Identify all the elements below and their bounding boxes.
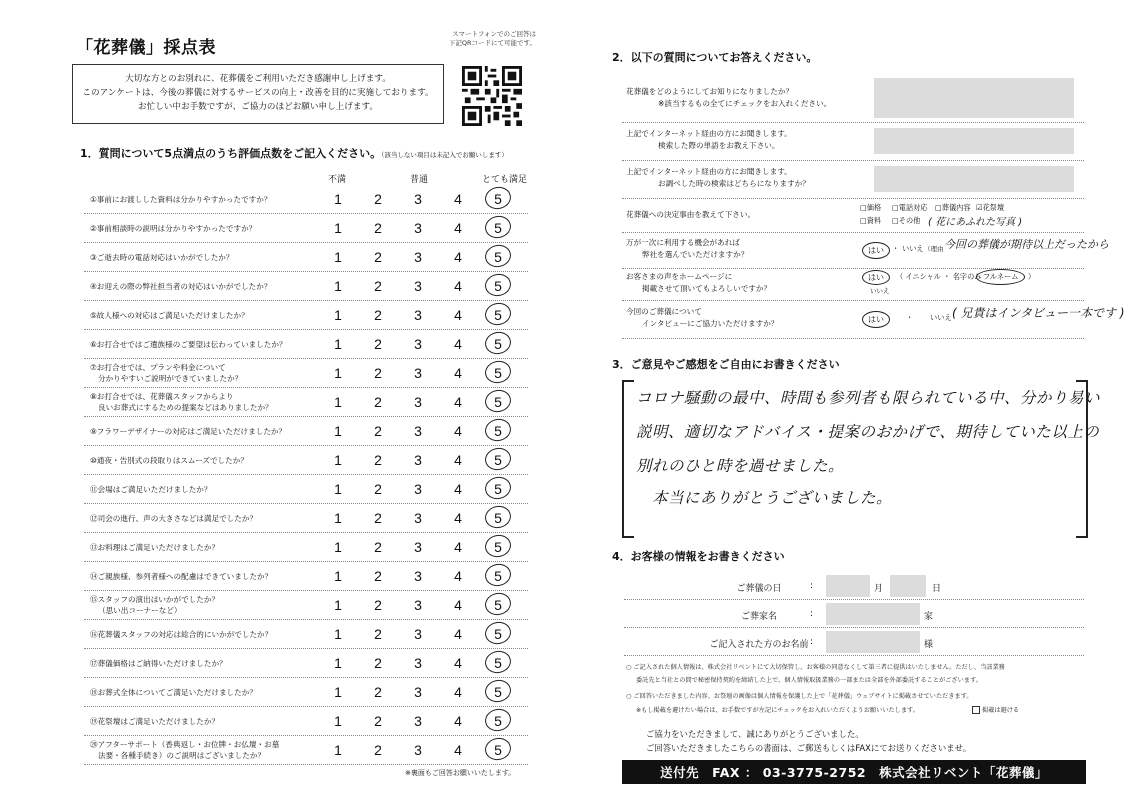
redacted-answer <box>874 166 1074 192</box>
fine-print-line: ※もし掲載を避けたい場合は、お手数ですが左記にチェックをお入れいただくようお願いいたします。 <box>636 707 919 714</box>
question-line: ⑫司会の進行、声の大きさなどは満足でしたか？ <box>90 513 258 523</box>
option-content[interactable]: □葬儀内容 <box>935 203 971 212</box>
score-option-4[interactable]: 4 <box>454 220 462 236</box>
fine-print-line: ○ ご回答いただきました内容、お祭壇の画像は個人情報を保護した上で「花葬儀」ウェブサイトに掲載させていただきます。 <box>626 693 973 700</box>
family-name-label: ご葬家名 <box>740 612 777 622</box>
rating-row <box>84 446 528 475</box>
page-title: 「花葬儀」採点表 <box>76 38 216 58</box>
score-option-3[interactable]: 3 <box>414 191 422 207</box>
colon: : <box>810 609 814 619</box>
question-line: ⑧お打合せでは、花葬儀スタッフからより <box>90 392 234 401</box>
score-option-4[interactable]: 4 <box>454 481 462 497</box>
redacted-day <box>890 575 926 597</box>
score-option-2[interactable]: 2 <box>374 394 382 410</box>
section1-heading: 1．質問について5点満点のうち評価点数をご記入ください。 <box>80 147 382 160</box>
comment-bracket-left <box>622 380 634 538</box>
question-line: ⑯花葬儀スタッフの対応は総合的にいかがでしたか？ <box>90 629 273 639</box>
redacted-answer <box>874 128 1074 154</box>
score-option-4[interactable]: 4 <box>454 423 462 439</box>
question-text <box>90 388 330 416</box>
score-option-2[interactable]: 2 <box>374 626 382 642</box>
selected-score-circle <box>483 214 513 241</box>
option-no[interactable]: いいえ <box>902 244 924 253</box>
scale-label-low: 不満 <box>328 175 347 185</box>
scale-label-mid: 普通 <box>410 175 429 185</box>
option-price[interactable]: □価格 <box>860 203 882 212</box>
question-line: ⑨フラワーデザイナーの対応はご満足いただけましたか？ <box>90 426 287 436</box>
question-line: ⑰葬儀価格はご納得いただけましたか？ <box>90 658 227 668</box>
question-text: 万が一次に利用する機会があれば <box>626 238 740 247</box>
score-option-5[interactable]: 5 <box>494 626 502 642</box>
handwritten-other: ( 花にあふれた写真 ) <box>928 217 1023 228</box>
question-line: ②事前相談時の説明は分かりやすかったですか？ <box>90 223 257 233</box>
score-option-2[interactable]: 2 <box>374 191 382 207</box>
selected-score-circle <box>483 272 513 299</box>
question-text <box>90 707 330 735</box>
colon: : <box>810 581 814 591</box>
question-text <box>90 533 330 561</box>
rating-row <box>84 272 528 301</box>
rating-row <box>84 475 528 504</box>
score-option-1[interactable]: 1 <box>334 568 342 584</box>
question-text: 掲載させて頂いてもよろしいですか？ <box>642 284 772 293</box>
score-option-5[interactable]: 5 <box>494 655 502 671</box>
score-option-1[interactable]: 1 <box>334 336 342 352</box>
checkbox-icon[interactable] <box>972 706 980 714</box>
score-option-2[interactable]: 2 <box>374 307 382 323</box>
redacted-answer <box>874 78 1074 118</box>
question-text: 上記でインターネット経由の方にお聞きします。 <box>626 129 792 138</box>
question-line: ①事前にお渡しした資料は分かりやすかったですか？ <box>90 194 272 204</box>
score-option-4[interactable]: 4 <box>454 713 462 729</box>
score-option-2[interactable]: 2 <box>374 423 382 439</box>
question-text <box>90 214 330 242</box>
score-option-3[interactable]: 3 <box>414 249 422 265</box>
score-option-3[interactable]: 3 <box>414 394 422 410</box>
score-option-2[interactable]: 2 <box>374 742 382 758</box>
selected-score-circle <box>483 504 513 531</box>
score-option-5[interactable]: 5 <box>494 481 502 497</box>
score-option-1[interactable]: 1 <box>334 423 342 439</box>
score-option-1[interactable]: 1 <box>334 307 342 323</box>
month-unit: 月 <box>874 584 884 594</box>
redacted-month <box>826 575 870 597</box>
rating-row <box>84 591 528 620</box>
question-text <box>90 591 330 619</box>
score-option-5[interactable]: 5 <box>494 539 502 555</box>
score-option-5[interactable]: 5 <box>494 713 502 729</box>
score-option-3[interactable]: 3 <box>414 655 422 671</box>
score-option-4[interactable]: 4 <box>454 249 462 265</box>
selected-score-circle <box>483 359 513 386</box>
score-option-5[interactable]: 5 <box>494 742 502 758</box>
question-text <box>90 678 330 706</box>
question-text <box>90 562 330 590</box>
rating-row <box>84 707 528 736</box>
opt-out-checkbox[interactable] <box>972 706 1019 715</box>
handwritten-interview: ( 兄貴はインタビュー一本です ) <box>952 306 1125 320</box>
publish-scope[interactable]: （ イニシャル ・ 名字のみ <box>896 272 982 281</box>
fax-banner: 送付先 FAX ： 03-3775-2752 株式会社リベント「花葬儀」 <box>622 760 1086 784</box>
score-option-4[interactable]: 4 <box>454 394 462 410</box>
question-text: 花葬儀への決定事由を教えて下さい。 <box>626 210 756 219</box>
question-line: （思い出コーナーなど） <box>98 606 182 615</box>
score-option-2[interactable]: 2 <box>374 655 382 671</box>
score-option-5[interactable]: 5 <box>494 510 502 526</box>
selected-score-circle <box>483 533 513 560</box>
score-option-4[interactable]: 4 <box>454 742 462 758</box>
section1-note: （該当しない項目は未記入でお願いします） <box>381 151 508 159</box>
rating-row <box>84 214 528 243</box>
question-line: 法要・各種手続き）のご説明はございましたか？ <box>98 751 266 760</box>
intro-box <box>72 64 444 124</box>
score-option-2[interactable]: 2 <box>374 220 382 236</box>
writer-name-label: ご記入された方のお名前 <box>709 640 809 650</box>
rating-row <box>84 678 528 707</box>
score-option-4[interactable]: 4 <box>454 655 462 671</box>
selected-score-circle <box>483 736 513 763</box>
section2-title: 2．以下の質問についてお答えください。 <box>612 51 818 64</box>
intro-line: お忙しい中お手数ですが、ご協力のほどお願い申し上げます。 <box>138 102 378 112</box>
question-text: お調べした時の検索はどちらになりますか？ <box>658 179 810 188</box>
score-option-5[interactable]: 5 <box>494 249 502 265</box>
redacted-family-name <box>826 603 920 625</box>
qr-note-line: 下記QRコードにて可能です。 <box>448 39 536 47</box>
score-option-5[interactable]: 5 <box>494 191 502 207</box>
family-unit: 家 <box>924 612 934 622</box>
score-option-3[interactable]: 3 <box>414 597 422 613</box>
question-search-word <box>622 122 1084 161</box>
score-option-1[interactable]: 1 <box>334 510 342 526</box>
option-other[interactable]: □その他 <box>892 216 921 225</box>
option-fullname-circled[interactable]: フルネーム <box>976 269 1025 285</box>
score-option-3[interactable]: 3 <box>414 684 422 700</box>
opt-out-label: 掲載は避ける <box>982 707 1020 714</box>
qr-note <box>440 30 536 48</box>
question-text <box>90 243 330 271</box>
score-option-4[interactable]: 4 <box>454 336 462 352</box>
score-option-3[interactable]: 3 <box>414 481 422 497</box>
score-option-2[interactable]: 2 <box>374 713 382 729</box>
funeral-date-label: ご葬儀の日 <box>736 584 782 594</box>
selected-score-circle <box>483 475 513 502</box>
score-option-2[interactable]: 2 <box>374 539 382 555</box>
option-documents[interactable]: □資料 <box>860 216 882 225</box>
option-no[interactable]: いいえ <box>930 313 952 322</box>
family-name-row <box>624 603 1084 628</box>
score-option-5[interactable]: 5 <box>494 365 502 381</box>
question-text <box>90 330 330 358</box>
score-option-2[interactable]: 2 <box>374 568 382 584</box>
colon: : <box>810 637 814 647</box>
rating-row <box>84 562 528 591</box>
score-option-3[interactable]: 3 <box>414 278 422 294</box>
separator: ・ <box>906 313 914 322</box>
question-text: 花葬儀をどのようにしてお知りになりましたか？ <box>626 87 794 96</box>
option-yes-circled[interactable]: はい <box>862 311 890 328</box>
question-text <box>90 736 330 764</box>
selected-score-circle <box>483 620 513 647</box>
rating-row <box>84 301 528 330</box>
score-option-1[interactable]: 1 <box>334 249 342 265</box>
selected-score-circle <box>483 591 513 618</box>
selected-score-circle <box>483 330 513 357</box>
selected-score-circle <box>483 185 513 212</box>
question-text: 検索した際の単語をお教え下さい。 <box>658 141 780 150</box>
score-option-4[interactable]: 4 <box>454 568 462 584</box>
rating-row <box>84 388 528 417</box>
publish-scope-close: ） <box>1028 272 1036 281</box>
question-text <box>90 417 330 445</box>
selected-score-circle <box>483 301 513 328</box>
funeral-date-row <box>624 575 1084 600</box>
question-interview <box>622 300 1125 339</box>
intro-line: 大切な方とのお別れに、花葬儀をご利用いただき感謝申し上げます。 <box>125 74 391 84</box>
score-option-4[interactable]: 4 <box>454 539 462 555</box>
score-option-2[interactable]: 2 <box>374 365 382 381</box>
score-option-1[interactable]: 1 <box>334 597 342 613</box>
comment-line: 説明、適切なアドバイス・提案のおかげで、期待していた以上の <box>636 423 1100 441</box>
option-phone[interactable]: □電話対応 <box>892 203 928 212</box>
score-option-2[interactable]: 2 <box>374 684 382 700</box>
option-yes-circled[interactable]: はい <box>862 242 890 259</box>
score-option-4[interactable]: 4 <box>454 365 462 381</box>
question-line: ⑪会場はご満足いただけましたか？ <box>90 484 212 494</box>
selected-score-circle <box>483 446 513 473</box>
score-option-3[interactable]: 3 <box>414 742 422 758</box>
question-line: ⑲花祭壇はご満足いただけましたか？ <box>90 716 220 726</box>
selected-score-circle <box>483 678 513 705</box>
score-option-2[interactable]: 2 <box>374 597 382 613</box>
rating-row <box>84 504 528 533</box>
question-line: ⑭ご親族様、参列者様への配慮はできていましたか？ <box>90 571 273 581</box>
score-option-3[interactable]: 3 <box>414 452 422 468</box>
score-option-5[interactable]: 5 <box>494 307 502 323</box>
handwritten-reason: 今回の葬儀が期待以上だったから <box>944 238 1109 251</box>
score-option-2[interactable]: 2 <box>374 481 382 497</box>
score-option-2[interactable]: 2 <box>374 510 382 526</box>
day-unit: 日 <box>932 584 942 594</box>
question-line: ⑥お打合せではご遺族様のご要望は伝わっていましたか？ <box>90 339 287 349</box>
question-line: ③ご逝去時の電話対応はいかがでしたか？ <box>90 252 234 262</box>
section4-title: 4．お客様の情報をお書きください <box>612 550 785 563</box>
question-publish <box>622 268 1084 301</box>
score-option-5[interactable]: 5 <box>494 597 502 613</box>
score-option-1[interactable]: 1 <box>334 452 342 468</box>
rating-row <box>84 533 528 562</box>
score-option-3[interactable]: 3 <box>414 220 422 236</box>
score-option-3[interactable]: 3 <box>414 336 422 352</box>
score-option-2[interactable]: 2 <box>374 452 382 468</box>
rating-row <box>84 620 528 649</box>
score-option-3[interactable]: 3 <box>414 626 422 642</box>
question-text: お客さまの声をホームページに <box>626 272 733 281</box>
question-line: ⑦お打合せでは、プランや料金について <box>90 363 226 372</box>
score-option-4[interactable]: 4 <box>454 307 462 323</box>
score-option-3[interactable]: 3 <box>414 713 422 729</box>
score-option-1[interactable]: 1 <box>334 481 342 497</box>
score-option-5[interactable]: 5 <box>494 684 502 700</box>
sama-unit: 様 <box>924 640 934 650</box>
selected-score-circle <box>483 562 513 589</box>
question-line: ⑮スタッフの演出はいかがでしたか？ <box>90 595 220 604</box>
rating-row <box>84 243 528 272</box>
rating-row <box>84 359 528 388</box>
question-text: インタビューにご協力いただけますか？ <box>642 319 779 328</box>
rating-row <box>84 649 528 678</box>
question-decision-reason <box>622 198 1084 233</box>
comment-line: 本当にありがとうございました。 <box>652 489 893 507</box>
question-line: ⑱お葬式全体についてご満足いただけましたか？ <box>90 687 257 697</box>
thanks-line: ご回答いただきましたこちらの書面は、ご郵送もしくはFAXにてお送りくださいませ。 <box>646 743 972 753</box>
score-option-3[interactable]: 3 <box>414 423 422 439</box>
score-option-1[interactable]: 1 <box>334 655 342 671</box>
question-text: 今回のご葬儀について <box>626 307 702 316</box>
question-line: ⑳アフターサポート（香典返し・お位牌・お仏壇・お墓 <box>90 740 280 749</box>
question-text <box>90 446 330 474</box>
selected-score-circle <box>483 707 513 734</box>
score-option-3[interactable]: 3 <box>414 568 422 584</box>
question-line: 分かりやすいご説明ができていましたか？ <box>98 374 243 383</box>
qr-code-icon[interactable] <box>462 66 522 126</box>
score-option-5[interactable]: 5 <box>494 220 502 236</box>
rating-row <box>84 185 528 214</box>
question-text: 上記でインターネット経由の方にお聞きします。 <box>626 167 792 176</box>
score-option-1[interactable]: 1 <box>334 365 342 381</box>
intro-line: このアンケートは、今後の葬儀に対するサービスの向上・改善を目的に実施しております。 <box>82 88 434 98</box>
selected-score-circle <box>483 649 513 676</box>
score-option-3[interactable]: 3 <box>414 510 422 526</box>
score-option-4[interactable]: 4 <box>454 191 462 207</box>
score-option-1[interactable]: 1 <box>334 220 342 236</box>
selected-score-circle <box>483 388 513 415</box>
score-option-1[interactable]: 1 <box>334 278 342 294</box>
selected-score-circle <box>483 243 513 270</box>
question-reuse <box>622 232 1109 269</box>
question-text <box>90 359 330 387</box>
score-option-4[interactable]: 4 <box>454 510 462 526</box>
score-option-1[interactable]: 1 <box>334 713 342 729</box>
question-text <box>90 504 330 532</box>
question-text <box>90 620 330 648</box>
footnote: ※裏面もご回答お願いいたします。 <box>405 769 516 777</box>
score-option-5[interactable]: 5 <box>494 568 502 584</box>
question-how-known <box>622 78 1084 123</box>
score-option-5[interactable]: 5 <box>494 336 502 352</box>
reason-label: （理由 <box>924 245 944 253</box>
score-option-5[interactable]: 5 <box>494 394 502 410</box>
score-option-3[interactable]: 3 <box>414 365 422 381</box>
comment-line: 別れのひと時を過せました。 <box>636 457 845 475</box>
score-option-4[interactable]: 4 <box>454 684 462 700</box>
question-search-engine <box>622 160 1084 199</box>
score-option-5[interactable]: 5 <box>494 278 502 294</box>
section1-title <box>80 145 508 161</box>
option-no[interactable]: いいえ <box>870 287 890 295</box>
score-option-4[interactable]: 4 <box>454 278 462 294</box>
question-text <box>90 301 330 329</box>
question-line: ⑤故人様への対応はご満足いただけましたか？ <box>90 310 249 320</box>
question-line: ⑬お料理はご満足いただけましたか？ <box>90 542 220 552</box>
scale-label-high: とても満足 <box>482 175 528 185</box>
score-option-1[interactable]: 1 <box>334 626 342 642</box>
separator: ・ <box>892 244 900 253</box>
question-text: 弊社を選んでいただけますか？ <box>642 250 749 259</box>
question-text <box>90 475 330 503</box>
question-text <box>90 272 330 300</box>
score-option-1[interactable]: 1 <box>334 684 342 700</box>
fine-print-line: ○ ご記入された個人情報は、株式会社リベントにて大切保管し、お客様の同意なくして第三者に提供はいたしません。ただし、当該業務 <box>626 664 1005 671</box>
writer-name-row <box>624 631 1084 656</box>
score-option-2[interactable]: 2 <box>374 336 382 352</box>
score-option-4[interactable]: 4 <box>454 452 462 468</box>
score-option-1[interactable]: 1 <box>334 394 342 410</box>
question-text <box>90 185 330 213</box>
section3-title: 3．ご意見やご感想をご自由にお書きください <box>612 358 840 371</box>
score-option-2[interactable]: 2 <box>374 278 382 294</box>
score-option-4[interactable]: 4 <box>454 626 462 642</box>
fine-print-line: 委託先と当社との間で秘密保持契約を締結した上で、個人情報取扱業務の一部または全部を外部委託することがございます。 <box>636 677 982 684</box>
qr-note-line: スマートフォンでのご回答は <box>452 30 536 38</box>
thanks-line: ご協力をいただきまして、誠にありがとうございました。 <box>646 729 864 739</box>
score-option-4[interactable]: 4 <box>454 597 462 613</box>
question-line: ⑩通夜・告別式の段取りはスムーズでしたか？ <box>90 455 248 465</box>
option-yes-circled[interactable]: はい <box>862 270 890 285</box>
score-option-2[interactable]: 2 <box>374 249 382 265</box>
rating-row <box>84 417 528 446</box>
question-line: 良いお葬式にするための提案などはありましたか？ <box>98 403 273 412</box>
option-flower-altar[interactable]: ☑花祭壇 <box>976 203 1005 212</box>
rating-row <box>84 330 528 359</box>
score-option-5[interactable]: 5 <box>494 423 502 439</box>
question-text: ※該当するもの全てにチェックをお入れください。 <box>658 99 832 108</box>
question-line: ④お迎えの際の弊社担当者の対応はいかがでしたか？ <box>90 281 272 291</box>
selected-score-circle <box>483 417 513 444</box>
score-option-3[interactable]: 3 <box>414 539 422 555</box>
score-option-1[interactable]: 1 <box>334 742 342 758</box>
score-option-5[interactable]: 5 <box>494 452 502 468</box>
score-option-3[interactable]: 3 <box>414 307 422 323</box>
comment-line: コロナ騒動の最中、時間も参列者も限られている中、分かり易い <box>636 389 1101 407</box>
question-text <box>90 649 330 677</box>
rating-row <box>84 736 528 765</box>
score-option-1[interactable]: 1 <box>334 539 342 555</box>
score-option-1[interactable]: 1 <box>334 191 342 207</box>
redacted-writer-name <box>826 631 920 653</box>
